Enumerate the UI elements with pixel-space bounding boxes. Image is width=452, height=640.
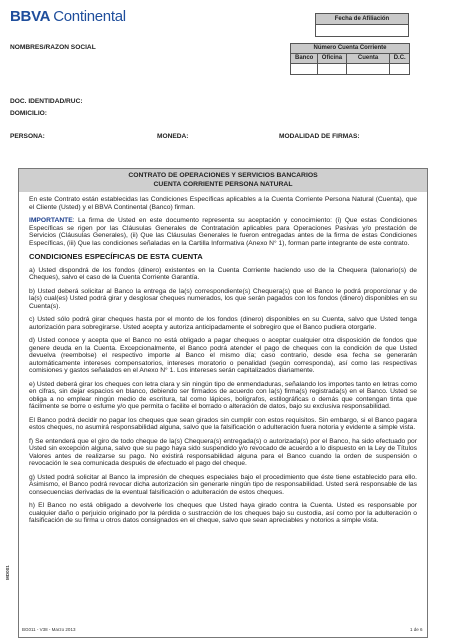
clause-g: g) Usted podrá solicitar al Banco la impresión de cheques especiales bajo el procedimiento que éste tiene establecido para ello. Asimismo, el Banco podrá revocar dicha autorización sin generarle ningún tipo de responsabilidad. Usted será responsable de las consecuencias derivadas de la eventual falsificación o adulteración de estos cheques.: [29, 473, 417, 496]
contract-content: [19, 192, 427, 525]
clause-c: c) Usted sólo podrá girar cheques hasta por el monto de los fondos (dinero) disponibles en su Cuenta, salvo que Usted tenga autorización para sobregirarse. Usted acepta y autoriza anticipadamente el sobregiro que el Banco pudiera otorgarle.: [29, 316, 417, 331]
contract-box: [18, 168, 428, 638]
contract-intro: En este Contrato están establecidas las Condiciones Específicas aplicables a la Cuenta Corriente Persona Natural (Cuenta), que el Cliente (Usted) y el BBVA Continental (Banco) firman.: [29, 196, 417, 211]
domicilio-label: DOMICILIO:: [10, 110, 47, 117]
col-oficina: Oficina: [318, 54, 346, 63]
fecha-afiliacion-field[interactable]: [315, 25, 409, 37]
logo-light-text: Continental: [53, 8, 126, 25]
col-dc: D.C.: [393, 55, 406, 61]
importante-text: : La firma de Usted en este documento representa su aceptación y conocimiento: (i) Que estas Condiciones Específicas se rigen por las Cláusulas Generales de Contratación aplicables para Operaciones Pasivas y/o prestación de Servicios (Cláusulas Generales), (ii) Que las Cláusulas Generales le fueron entregadas antes de la firma de estas Condiciones Específicas, (iii) Que las condiciones señaladas en la Cartilla Informativa (Anexo N° 1), forman parte integrante de este contrato.: [29, 217, 417, 247]
logo-bold-text: BBVA: [10, 8, 51, 25]
field-oficina[interactable]: [318, 64, 346, 74]
page-number: 1 de 6: [410, 627, 423, 632]
field-cuenta[interactable]: [347, 64, 391, 74]
clause-e-note: El Banco podrá decidir no pagar los cheques que sean girados sin cumplir con estos requisitos. Sin embargo, si el Banco pagara estos cheques, no asumirá responsabilidad alguna, salvo que la falsificación o adulteración fuera notoria y evidente a simple vista.: [29, 416, 417, 431]
importante-paragraph: [29, 217, 417, 247]
numero-cuenta-columns: [290, 54, 410, 64]
fecha-afiliacion-label: Fecha de Afiliación: [315, 13, 409, 25]
col-cuenta: Cuenta: [347, 54, 391, 63]
persona-label: PERSONA:: [10, 133, 45, 140]
contract-title-band: [19, 169, 427, 192]
bbva-continental-logo: [10, 8, 126, 25]
field-banco[interactable]: [291, 64, 318, 74]
contract-title-line2: CUENTA CORRIENTE PERSONA NATURAL: [153, 180, 293, 188]
fecha-afiliacion-box: [315, 13, 409, 37]
section-title: CONDICIONES ESPECÍFICAS DE ESTA CUENTA: [29, 252, 203, 261]
clause-h: h) El Banco no está obligado a devolverle los cheques que Usted haya girado contra la Cuenta. Usted es responsable por cualquier daño o perjuicio originado por la pérdida o sustracción de los cheques bajo su custodia, así como por la adulteración o falsificación de su firma u otros datos consignados en el cheque, salvo que sean apreciables y notorios a simple vista.: [29, 502, 417, 524]
clause-b: b) Usted deberá solicitar al Banco la entrega de la(s) correspondiente(s) Chequera(s) que el Banco le podrá proporcionar y de la(s) cual(es) Usted podrá girar y desglosar cheques numerados, los que serán pagados con los fondos (dinero) disponibles en su Cuenta(s).: [29, 287, 417, 310]
nombres-label: NOMBRES/RAZON SOCIAL: [10, 44, 96, 51]
contract-title-line1: CONTRATO DE OPERACIONES Y SERVICIOS BANCARIOS: [128, 172, 318, 179]
clause-f: f) Se entenderá que el giro de todo cheque de la(s) Chequera(s) entregada(s) o autorizada(s) por el Banco, ha sido efectuado por Usted sin excepción alguna, salvo que su pago haya sido suspendido y/o revocado de acuerdo a lo dispuesto en la Ley de Títulos Valores antes de realizarse su pago. No existirá responsabilidad alguna para el Banco cuando la orden de suspensión o revocación le sea comunicada después de efectuado el pago del cheque.: [29, 437, 417, 467]
numero-cuenta-label: Número Cuenta Corriente: [290, 43, 410, 54]
modalidad-firmas-label: MODALIDAD DE FIRMAS:: [279, 133, 360, 140]
numero-cuenta-box: [290, 43, 410, 75]
form-code: BG011 - V38 - Marzo 2013: [22, 627, 76, 632]
side-code: MD001: [5, 565, 10, 580]
clause-d: d) Usted conoce y acepta que el Banco no está obligado a pagar cheques o aceptar cualquier otra disposición de fondos que genere deuda en la Cuenta. Excepcionalmente, el Banco podrá atender el pago de cheques con la condición de que Usted devuelva (reembolse) el respectivo importe al Banco el mismo día; caso contrario, desde esa fecha se generarán automáticamente intereses compensatorios, intereses moratorio o penalidad (según corresponda), así como las respectivas comisiones y gastos señalados en el Anexo N° 1. Los intereses serán capitalizados diariamente.: [29, 337, 417, 374]
importante-label: IMPORTANTE: [29, 217, 73, 224]
clause-e: e) Usted deberá girar los cheques con letra clara y sin ningún tipo de enmendaduras, señalando los importes tanto en letras como en cifras, sin dejar espacios en blanco, debiendo ser firmados de acuerdo con la(s) firma(s) registrada(s) en el Banco. Usted se obliga a no emplear ningún medio de escritura, tal como lápices, bolígrafos, estilográficas o demás que contengan tinta que fácilmente se borre o esfume y/o que permita o facilite el borrado o alteración de datos, bajo su exclusiva responsabilidad.: [29, 380, 417, 410]
clause-a: a) Usted dispondrá de los fondos (dinero) existentes en la Cuenta Corriente haciendo uso de la Chequera (talonario(s) de Cheques), salvo el caso de la Cuenta Corriente Garantía.: [29, 266, 417, 281]
moneda-label: MONEDA:: [157, 133, 189, 140]
field-dc[interactable]: [390, 64, 409, 74]
numero-cuenta-fields: [290, 64, 410, 75]
col-banco: Banco: [291, 54, 318, 63]
doc-identidad-label: DOC. IDENTIDAD/RUC:: [10, 98, 83, 105]
